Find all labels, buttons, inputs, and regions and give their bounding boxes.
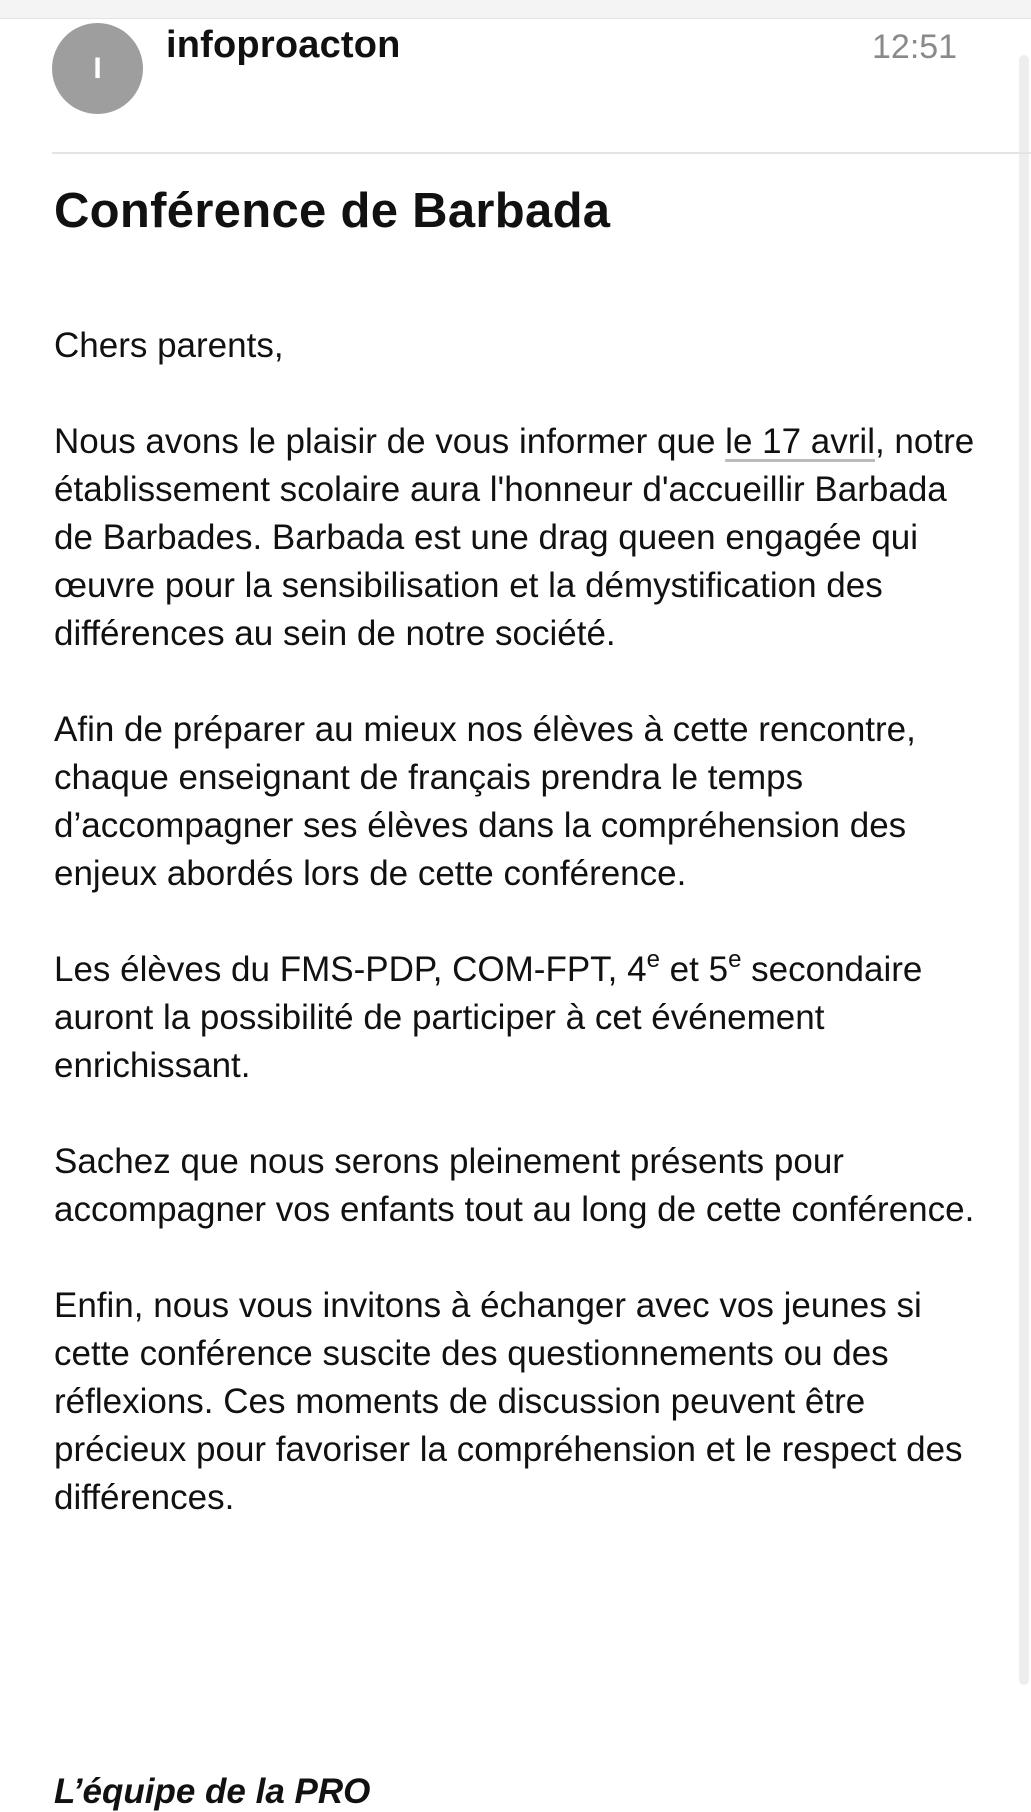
sender-name[interactable]: infoproacton bbox=[166, 24, 401, 66]
greeting: Chers parents, bbox=[54, 326, 284, 365]
email-body bbox=[54, 322, 994, 1570]
paragraph-text: , notre établissement scolaire aura l'honneur d'accueillir Barbada de Barbades. Barbada est une drag queen engagée qui œuvre pour la sensibilisation et la démystification des différences au sein de notre société. bbox=[54, 422, 975, 653]
email-signature: L’équipe de la PRO bbox=[54, 1772, 371, 1811]
paragraph-support: Sachez que nous serons pleinement présents pour accompagner vos enfants tout au long de cette conférence. bbox=[54, 1142, 975, 1229]
window-top-strip bbox=[0, 0, 1031, 19]
date-link[interactable]: le 17 avril bbox=[725, 422, 875, 461]
paragraph-announcement bbox=[54, 418, 994, 658]
scrollbar[interactable] bbox=[1019, 55, 1029, 1685]
sender-avatar[interactable]: I bbox=[52, 23, 143, 114]
paragraph-preparation: Afin de préparer au mieux nos élèves à cette rencontre, chaque enseignant de français prendra le temps d’accompagner ses élèves dans la compréhension des enjeux abordés lors de cette conférence. bbox=[54, 710, 916, 893]
paragraph-text: Nous avons le plaisir de vous informer que bbox=[54, 422, 726, 461]
email-subject: Conférence de Barbada bbox=[54, 184, 611, 238]
paragraph-participants bbox=[54, 946, 994, 1090]
email-time: 12:51 bbox=[872, 28, 958, 66]
superscript: e bbox=[728, 946, 742, 973]
paragraph-discussion: Enfin, nous vous invitons à échanger avec vos jeunes si cette conférence suscite des questionnements ou des réflexions. Ces moments de discussion peuvent être précieux pour favoriser la compréhension et le respect des différences. bbox=[54, 1286, 963, 1517]
paragraph-text: secondaire auront la possibilité de participer à cet événement enrichissant. bbox=[54, 950, 923, 1085]
paragraph-text: Les élèves du FMS-PDP, COM-FPT, 4 bbox=[54, 950, 647, 989]
header-divider bbox=[52, 152, 1031, 154]
email-header bbox=[0, 18, 1031, 154]
paragraph-text: et 5 bbox=[659, 950, 729, 989]
superscript: e bbox=[646, 946, 660, 973]
email-view bbox=[0, 18, 1031, 1811]
